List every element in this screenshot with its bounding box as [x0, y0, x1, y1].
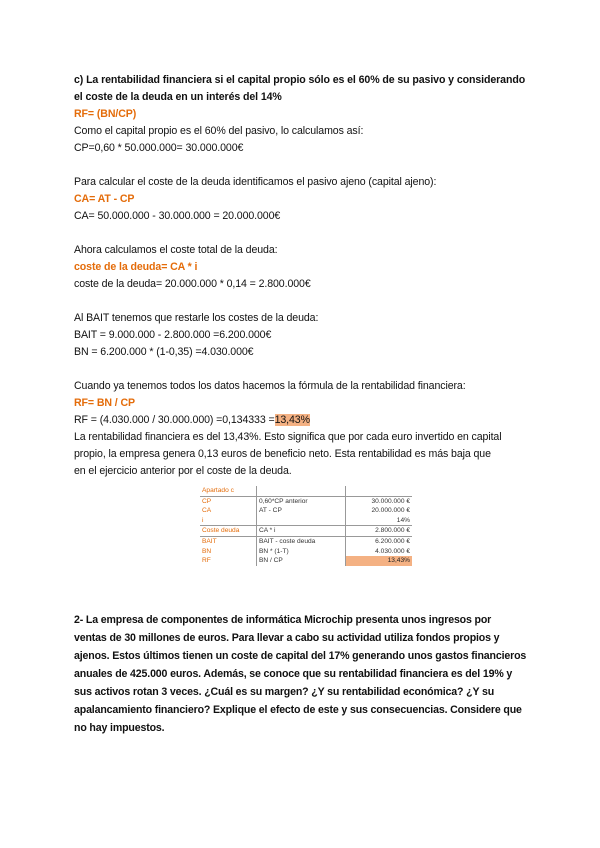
- bn-calc: BN = 6.200.000 * (1-0,35) =4.030.000€: [74, 346, 254, 358]
- debt-calc: coste de la deuda= 20.000.000 * 0,14 = 2.800.000€: [74, 278, 311, 290]
- table-row: CA AT - CP 20.000.000 €: [202, 507, 410, 515]
- ca-intro: Para calcular el coste de la deuda identificamos el pasivo ajeno (capital ajeno):: [74, 176, 437, 188]
- rf-calc-prefix: RF = (4.030.000 / 30.000.000) =0,134333 =: [74, 414, 275, 426]
- conclusion-line3: en el ejercicio anterior por el coste de la deuda.: [74, 465, 292, 477]
- rf-calc: [74, 413, 310, 427]
- summary-table: [200, 486, 412, 566]
- problem2-line7: no hay impuestos.: [74, 722, 165, 734]
- problem2-line4: anuales de 425.000 euros. Además, se conoce que su rentabilidad financiera es del 19% y: [74, 668, 513, 680]
- cp-calc: CP=0,60 * 50.000.000= 30.000.000€: [74, 142, 244, 154]
- rf-formula-2: RF= BN / CP: [74, 397, 135, 409]
- problem2-line2: ventas de 30 millones de euros. Para llevar a cabo su actividad utiliza fondos propios y: [74, 632, 500, 644]
- table-row: i 14%: [200, 516, 412, 526]
- section-c-title-line1: c) La rentabilidad financiera si el capital propio sólo es el 60% de su pasivo y considerando: [74, 74, 526, 86]
- rf-result-cell: 13,43%: [346, 556, 413, 566]
- table-row: BAIT BAIT - coste deuda 6.200.000 €: [202, 537, 410, 545]
- ca-formula: CA= AT - CP: [74, 193, 135, 205]
- rf-result-highlight: 13,43%: [274, 414, 310, 426]
- problem2-line6: apalancamiento financiero? Explique el efecto de este y sus consecuencias. Considere que: [74, 704, 522, 716]
- table-row: RF BN / CP 13,43%: [202, 557, 410, 565]
- table-header: Apartado c: [200, 486, 257, 496]
- debt-intro: Ahora calculamos el coste total de la deuda:: [74, 244, 278, 256]
- bait-intro: Al BAIT tenemos que restarle los costes de la deuda:: [74, 312, 319, 324]
- conclusion-line1: La rentabilidad financiera es del 13,43%. Esto significa que por cada euro invertido en capital: [74, 431, 502, 443]
- conclusion-line2: propio, la empresa genera 0,13 euros de beneficio neto. Esta rentabilidad es más baja que: [74, 448, 491, 460]
- table-row: BN BN * (1-T) 4.030.000 €: [202, 547, 410, 555]
- bait-calc: BAIT = 9.000.000 - 2.800.000 =6.200.000€: [74, 329, 272, 341]
- problem2-line3: ajenos. Estos últimos tienen un coste de capital del 17% generando unos gastos financieros: [74, 650, 527, 662]
- ca-calc: CA= 50.000.000 - 30.000.000 = 20.000.000€: [74, 210, 281, 222]
- rf-formula: RF= (BN/CP): [74, 108, 137, 120]
- cp-intro: Como el capital propio es el 60% del pasivo, lo calculamos así:: [74, 125, 364, 137]
- section-c-title-line2: el coste de la deuda en un interés del 14%: [74, 91, 282, 103]
- table-header-row: [200, 486, 412, 496]
- table-row: CP 0,60*CP anterior 30.000.000 €: [202, 497, 410, 505]
- problem2-line1: 2- La empresa de componentes de informática Microchip presenta unos ingresos por: [74, 614, 492, 626]
- debt-formula: coste de la deuda= CA * i: [74, 261, 198, 273]
- rf-intro: Cuando ya tenemos todos los datos hacemos la fórmula de la rentabilidad financiera:: [74, 380, 466, 392]
- table-row: Coste deuda CA * i 2.800.000 €: [200, 526, 412, 537]
- problem2-line5: sus activos rotan 3 veces. ¿Cuál es su margen? ¿Y su rentabilidad económica? ¿Y su: [74, 686, 495, 698]
